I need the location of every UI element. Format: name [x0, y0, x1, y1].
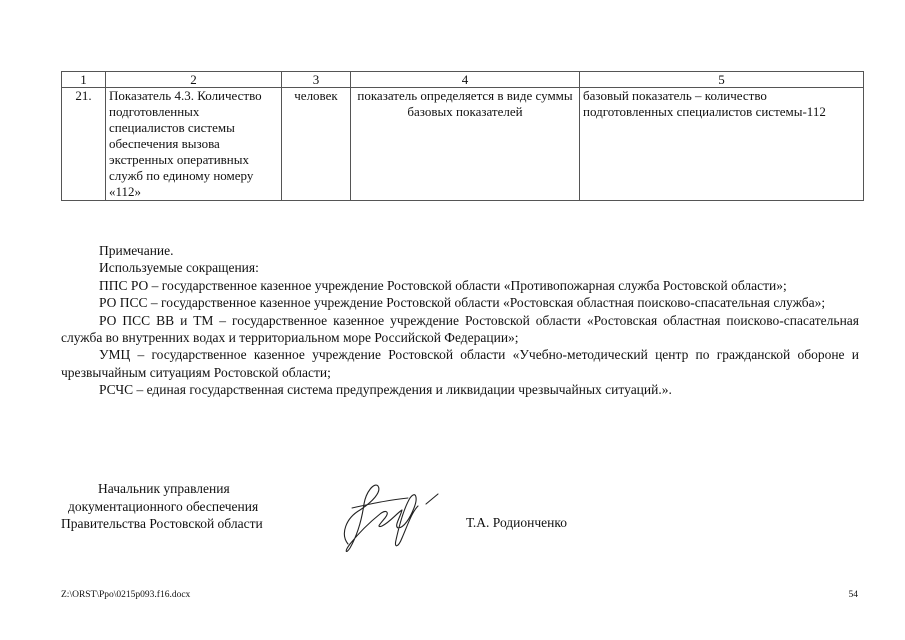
- file-path: Z:\ORST\Ppo\0215p093.f16.docx: [61, 590, 191, 600]
- column-header: 1: [62, 72, 106, 88]
- abbreviation-item: УМЦ – государственное казенное учреждение Ростовской области «Учебно-методический центр по гражданской обороне и чрезвычайным ситуациям Ростовской области;: [61, 347, 859, 380]
- notes-section: [61, 242, 859, 399]
- signatory-position: [61, 480, 263, 533]
- position-line: документационного обеспечения: [68, 498, 259, 514]
- row-number-cell: 21.: [62, 88, 106, 201]
- page-number: 54: [848, 590, 858, 600]
- position-line: Начальник управления: [98, 481, 230, 496]
- method-cell: показатель определяется в виде суммы базовых показателей: [351, 88, 580, 201]
- table-row: [62, 88, 864, 201]
- column-header: 3: [282, 72, 351, 88]
- handwritten-signature: [330, 478, 450, 558]
- indicator-name-cell: Показатель 4.3. Количество подготовленных специалистов системы обеспечения вызова экстренных оперативных служб по единому номеру «112»: [106, 88, 282, 201]
- base-indicator-cell: базовый показатель – количество подготовленных специалистов системы-112: [580, 88, 864, 201]
- column-header: 4: [351, 72, 580, 88]
- abbreviation-item: РО ПСС ВВ и ТМ – государственное казенное учреждение Ростовской области «Ростовская областная поисково-спасательная служба во внутренних водах и территориальном море Российской Федерации»;: [61, 312, 859, 346]
- signer-name: Т.А. Родионченко: [466, 515, 567, 530]
- notes-intro: Используемые сокращения:: [99, 260, 259, 276]
- abbreviation-item: РСЧС – единая государственная система предупреждения и ликвидации чрезвычайных ситуаций.».: [99, 382, 672, 398]
- abbreviation-item: ППС РО – государственное казенное учреждение Ростовской области «Противопожарная служба Ростовской области»;: [99, 277, 787, 293]
- position-line: Правительства Ростовской области: [61, 516, 263, 532]
- unit-cell: человек: [282, 88, 351, 201]
- indicator-table: [61, 71, 864, 201]
- column-header: 2: [106, 72, 282, 88]
- abbreviation-item: РО ПСС – государственное казенное учреждение Ростовской области «Ростовская областная поисково-спасательная служба»;: [99, 295, 826, 311]
- column-header: 5: [580, 72, 864, 88]
- notes-title: Примечание.: [99, 243, 174, 258]
- table-header-row: [62, 72, 864, 88]
